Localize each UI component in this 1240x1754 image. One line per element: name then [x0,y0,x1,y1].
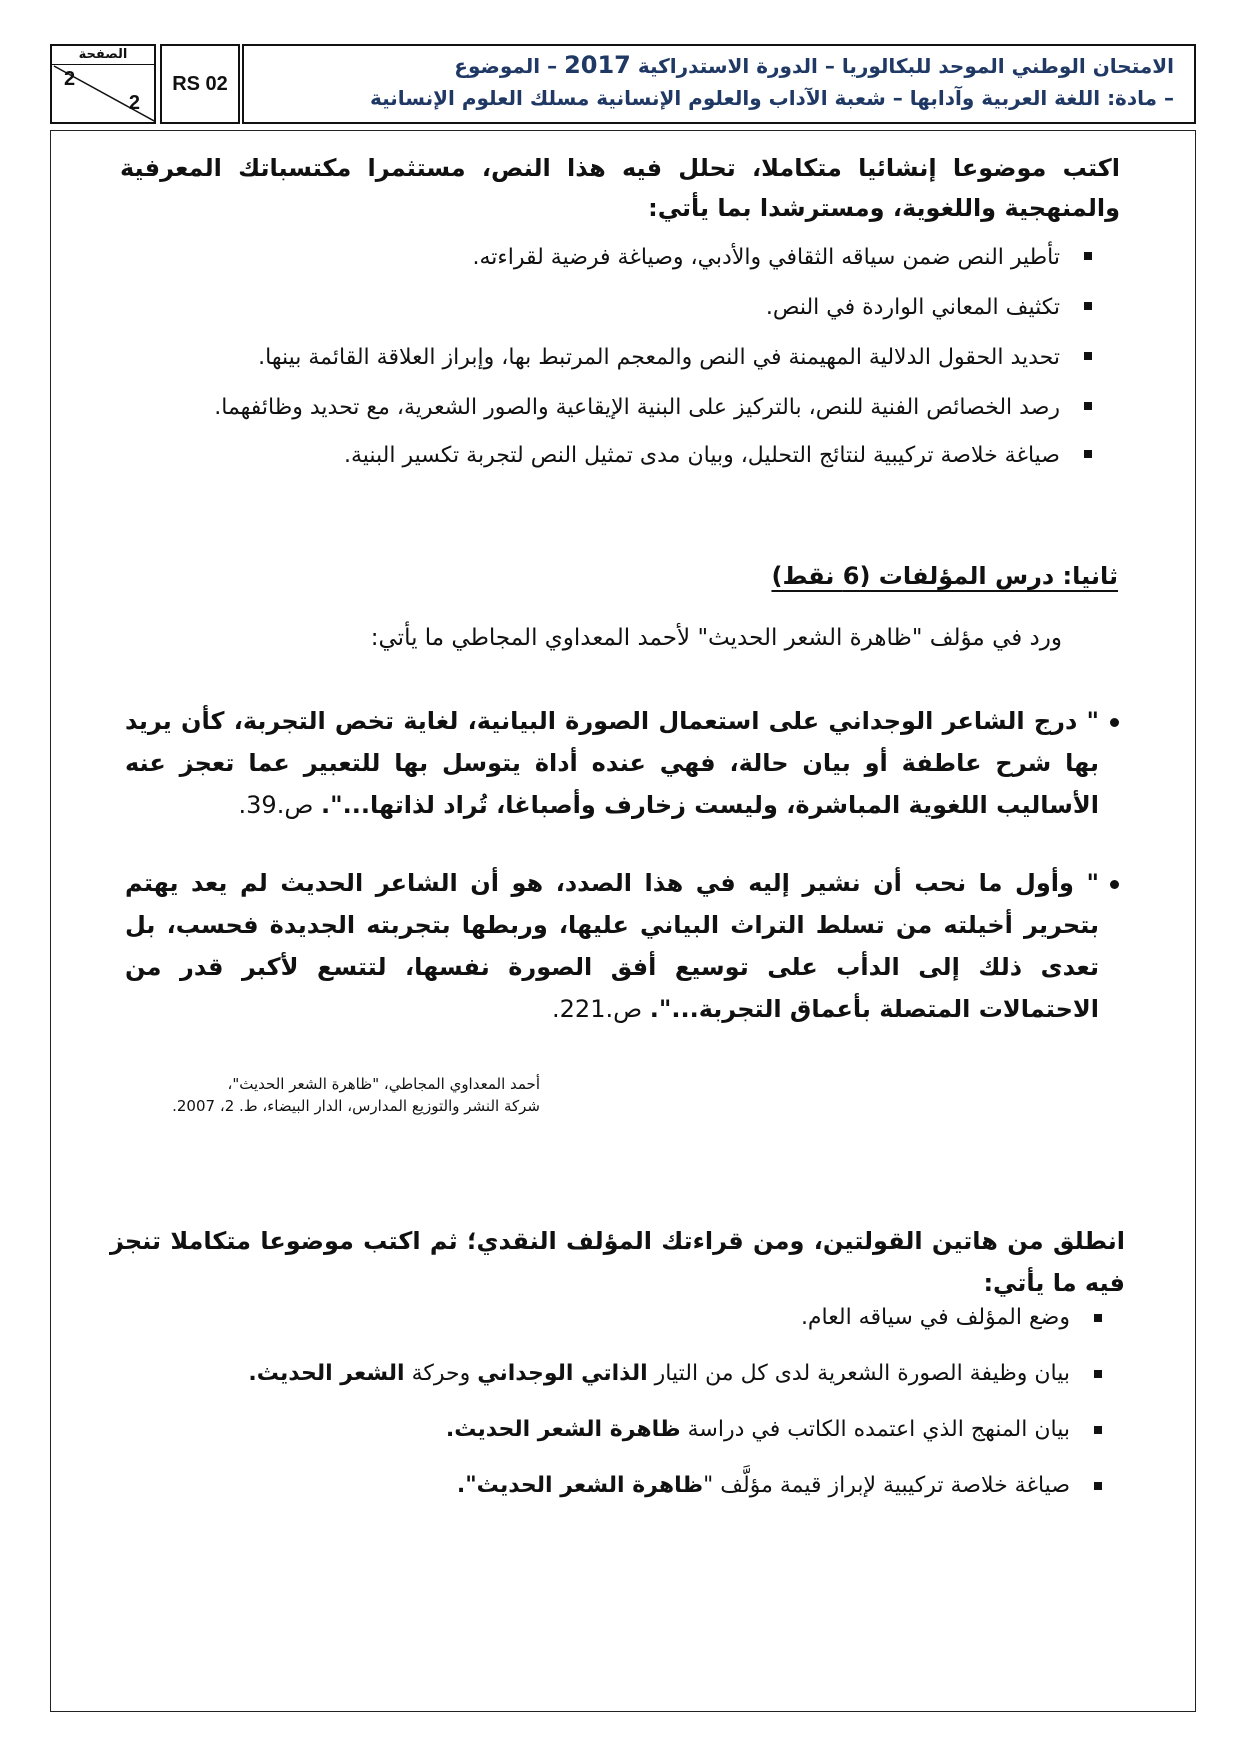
list-item-emphasis: الشعر الحديث. [248,1361,405,1386]
quote-page-ref: ص.221. [552,995,650,1023]
list-item-text: بيان وظيفة الصورة الشعرية لدى كل من التيار [647,1361,1070,1386]
list-item-emphasis: الذاتي الوجداني [477,1361,648,1386]
header-line-2: – مادة: اللغة العربية وآدابها – شعبة الآداب والعلوم الإنسانية مسلك العلوم الإنسانية [369,86,1174,110]
list-item-text: تكثيف المعاني الواردة في النص. [765,295,1060,320]
list-item [100,338,1100,378]
round-bullet-icon [1110,880,1119,889]
section-title: ثانيا: درس المؤلفات (6 نقط) [771,562,1118,590]
square-bullet-icon [1084,352,1092,360]
quote-text: " وأول ما نحب أن نشير إليه في هذا الصدد، هو أن الشاعر الحديث لم يعد يهتم بتحرير أخيلته من تسلط التراث البياني عليها، وربطها بتجربته الجديدة فحسب، بل تعدى ذلك إلى الدأب على توسيع أفق الصورة نفسها، لتتسع لأكبر قدر من الاحتمالات المتصلة بأعماق التجربة...". [125,869,1099,1023]
round-bullet-icon [1110,718,1119,727]
analysis-guide-list [100,238,1100,486]
page-number-box [50,44,156,124]
square-bullet-icon [1094,1482,1102,1490]
list-item [100,1300,1110,1336]
square-bullet-icon [1084,402,1092,410]
list-item-text: صياغة خلاصة تركيبية لنتائج التحليل، وبيان مدى تمثيل النص لتجربة تكسير البنية. [343,443,1060,468]
quote-item [125,862,1135,1030]
square-bullet-icon [1084,450,1092,458]
exam-header-title [242,44,1196,124]
reference-line-1: أحمد المعداوي المجاطي، "ظاهرة الشعر الحديث"، [227,1075,540,1093]
list-item-text: تحديد الحقول الدلالية المهيمنة في النص والمعجم المرتبط بها، وإبراز العلاقة القائمة بينها. [258,345,1060,370]
task-list [100,1300,1110,1524]
quotes-list [125,700,1135,1066]
list-item-text: تأطير النص ضمن سياقه الثقافي والأدبي، وصياغة فرضية لقراءته. [472,245,1060,270]
essay-instruction: اكتب موضوعا إنشائيا متكاملا، تحلل فيه هذا النص، مستثمرا مكتسباتك المعرفية والمنهجية واللغوية، ومسترشدا بما يأتي: [120,154,1120,222]
list-item [100,238,1100,278]
list-item-emphasis: ظاهرة الشعر الحديث. [445,1417,681,1442]
list-item [100,1412,1110,1448]
exam-code: RS 02 [172,72,228,95]
square-bullet-icon [1084,302,1092,310]
list-item-text: وحركة [404,1361,478,1386]
list-item [100,288,1100,328]
task-instruction: انطلق من هاتين القولتين، ومن قراءتك المؤلف النقدي؛ ثم اكتب موضوعا متكاملا تنجز فيه ما يأتي: [110,1227,1125,1297]
header-year: 2017 [564,51,631,79]
header-exam-name: الامتحان الوطني الموحد للبكالوريا – الدورة الاستدراكية [637,54,1174,78]
reference-line-2: شركة النشر والتوزيع المدارس، الدار البيضاء، ط. 2، 2007. [172,1097,540,1115]
list-item-text: وضع المؤلف في سياقه العام. [800,1305,1070,1330]
page-current: 2 [64,68,76,90]
list-item-text: بيان المنهج الذي اعتمده الكاتب في دراسة [680,1417,1070,1442]
page-total: 2 [128,92,140,114]
list-item [100,1356,1110,1392]
quote-page-ref: ص.39. [238,791,321,819]
header-subject-label: – الموضوع [454,54,558,78]
square-bullet-icon [1084,252,1092,260]
exam-code-box [160,44,240,124]
square-bullet-icon [1094,1314,1102,1322]
page-label: الصفحة [52,46,154,65]
quote-item [125,700,1135,826]
header-line-1 [256,50,1174,81]
list-item-text: صياغة خلاصة تركيبية لإبراز قيمة مؤلَّف " [703,1473,1070,1498]
quote-text: " درج الشاعر الوجداني على استعمال الصورة البيانية، لغاية تخص التجربة، كأن يريد بها شرح عاطفة أو بيان حالة، فهي عنده أداة يتوسل بها للتعبير عما تعجز عنه الأساليب اللغوية المباشرة، وليست زخارف وأصباغا، تُراد لذاتها...". [125,707,1099,819]
list-item-emphasis: ظاهرة الشعر الحديث". [456,1473,704,1498]
square-bullet-icon [1094,1426,1102,1434]
list-item [100,436,1100,476]
list-item [100,388,1100,428]
source-reference [172,1073,540,1117]
square-bullet-icon [1094,1370,1102,1378]
section-intro: ورد في مؤلف "ظاهرة الشعر الحديث" لأحمد المعداوي المجاطي ما يأتي: [370,625,1062,651]
list-item [100,1468,1110,1504]
list-item-text: رصد الخصائص الفنية للنص، بالتركيز على البنية الإيقاعية والصور الشعرية، مع تحديد وظائفهما. [214,395,1060,420]
